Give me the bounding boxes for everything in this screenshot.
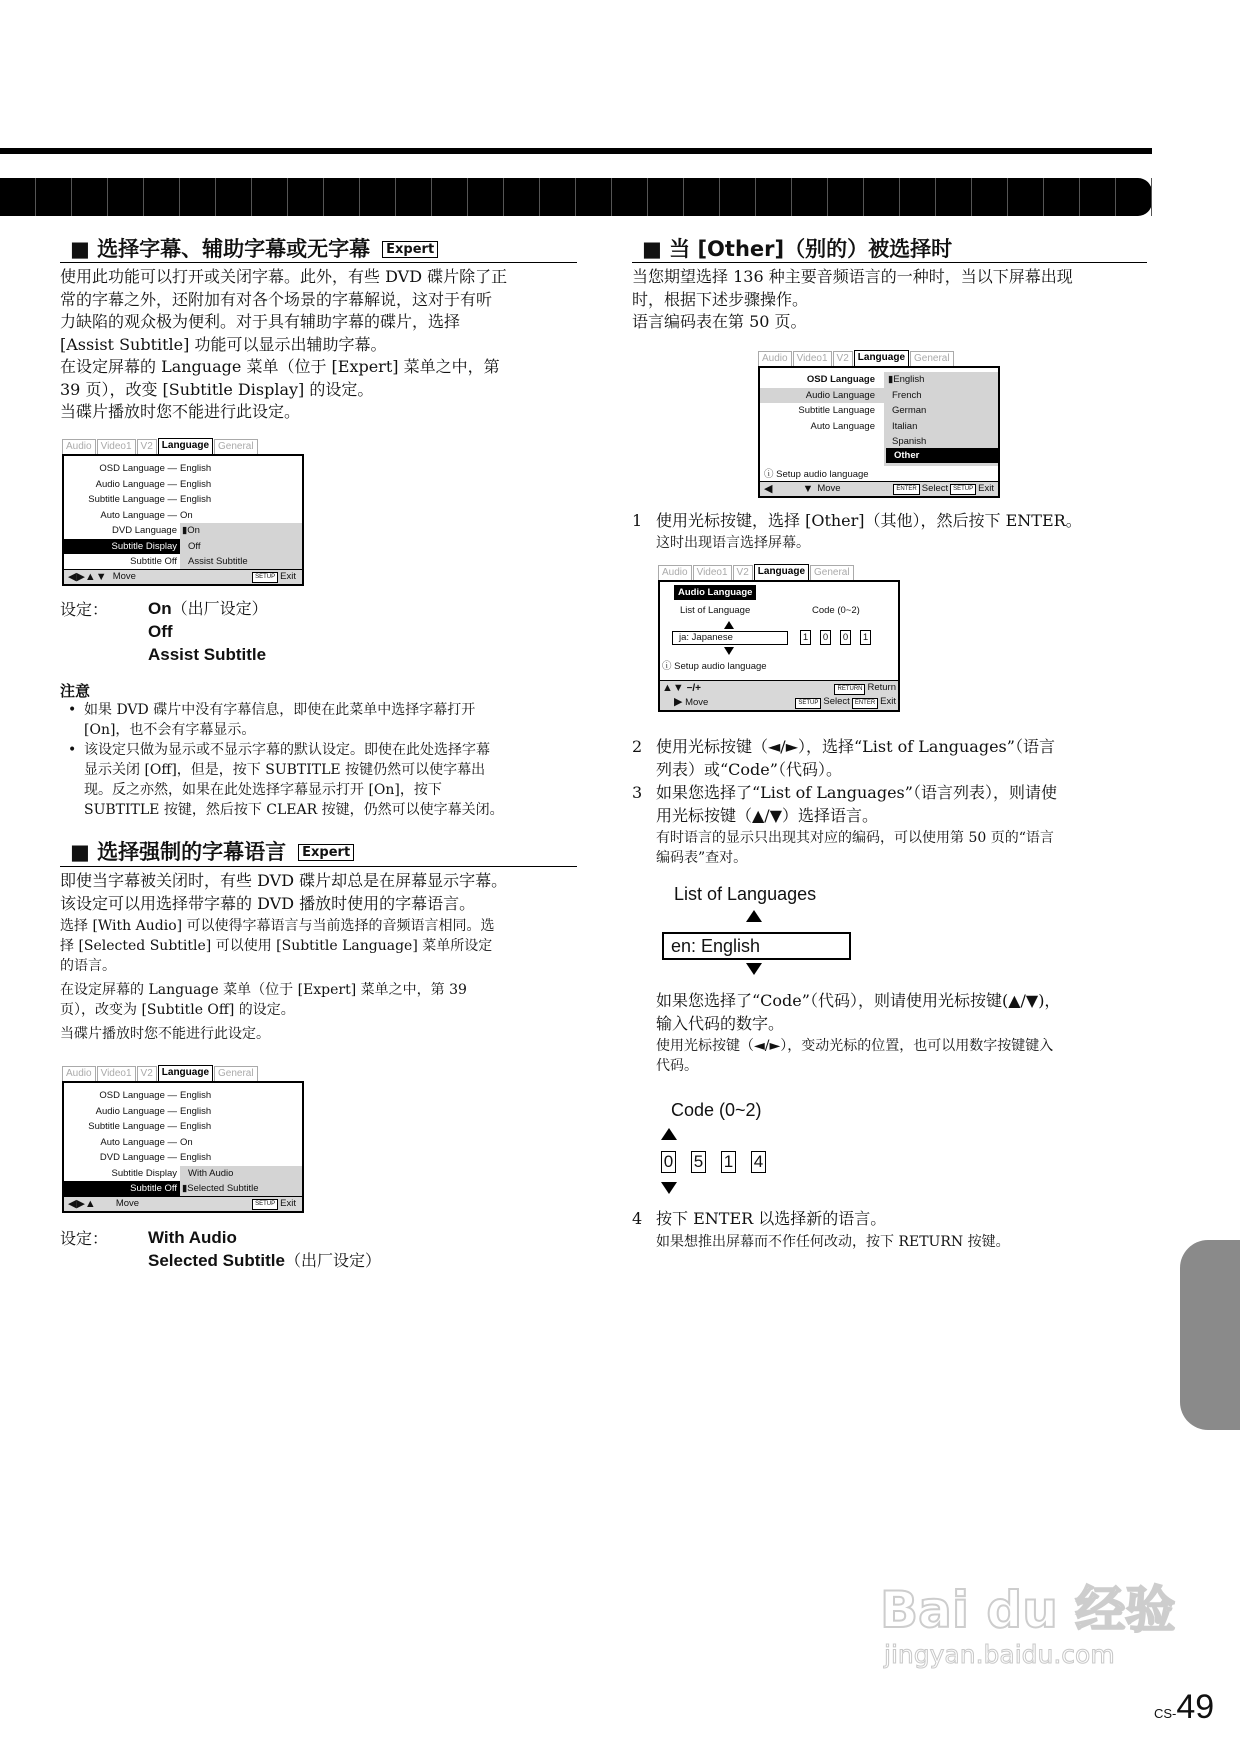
header-band: [0, 178, 1152, 216]
sec1-settings: On（出厂设定） Off Assist Subtitle: [148, 599, 268, 664]
list-of-languages-label: List of Languages: [674, 884, 817, 904]
sec2-body-small: 选择 [With Audio] 可以使得字幕语言与当前选择的音频语言相同。选 择 [Selected Subtitle] 可以使用 [Subtitle Language] 菜单所设定 的语言。 在设定屏幕的 Language 菜单（位于 [Expert] 菜单之中，第 39 页），改变为 [Subtitle Off] 的设定。 当碟片播放时您不能进行此设定。: [60, 918, 495, 1042]
step-2-text: 使用光标按键（◄/►），选择“List of Languages”（语言 列表）或“Code”（代码）。: [656, 737, 1055, 779]
code-para: 如果您选择了“Code”（代码），则请使用光标按键(▲/▼)， 输入代码的数字。: [656, 991, 1061, 1033]
code-para-sub: 使用光标按键（◄/►），变动光标的位置，也可以用数字按键键入 代码。: [656, 1038, 1054, 1074]
step-2-number: 2: [632, 737, 643, 756]
notes-list: • 如果 DVD 碟片中没有字幕信息，即使在此菜单中选择字幕打开 [On]，也不会有字幕显示。 • 该设定只做为显示或不显示字幕的默认设定。即使在此处选择字幕 显示关闭 [Off]，但是，按下 SUBTITLE 按键仍然可以使字幕出 现。反之亦然，如果在此处选择字幕显示打开 [On]，按下 SUBTITLE 按键，然后按下 CLEAR 按键，仍然可以使字幕关闭。: [62, 700, 504, 820]
step-1-text: 使用光标按键，选择 [Other]（其他），然后按下 ENTER。: [656, 511, 1082, 530]
up-arrow-icon: [661, 1128, 677, 1140]
sec2-body: 即使当字幕被关闭时，有些 DVD 碟片却总是在屏幕显示字幕。 该设定可以用选择带字幕的 DVD 播放时使用的字幕语言。: [60, 871, 508, 913]
side-tab: [1180, 1240, 1240, 1430]
section-other-title: ■ 当 [Other]（别的）被选择时: [642, 237, 953, 261]
language-display: en: English: [662, 932, 851, 960]
step-4-number: 4: [632, 1209, 643, 1228]
sec1-body: 使用此功能可以打开或关闭字幕。此外，有些 DVD 碟片除了正 常的字幕之外，还附加有对各个场景的字幕解说，这对于有听 力缺陷的观众极为便利。对于具有辅助字幕的碟片，选择 [Assist Subtitle] 功能可以显示出辅助字幕。 在设定屏幕的 Language 菜单（位于 [Expert] 菜单之中，第 39 页），改变 [Subtitle Display] 的设定。 当碟片播放时您不能进行此设定。: [60, 267, 508, 421]
section-forced-subtitle-title: ■ 选择强制的字幕语言 Expert: [70, 836, 354, 866]
sec1-setting-label: 设定：: [60, 600, 109, 619]
step-1-number: 1: [632, 511, 643, 530]
other-option-highlight: Other: [886, 448, 998, 463]
watermark-logo: Bai du 经验: [880, 1581, 1176, 1639]
osd-audio-language-list: Audio Video1 V2 Language General OSD Language Audio Language Subtitle Language Auto Language ▮ English French German Italian Spanish Other ⓘ Setup audio language ◀ ▼ Move ENTER Select SETUP Exit: [758, 350, 1000, 498]
step-3-sub: 有时语言的显示只出现其对应的编码，可以使用第 50 页的“语言 编码表”查对。: [656, 830, 1054, 866]
section-subtitle-title: ■ 选择字幕、辅助字幕或无字幕 Expert: [70, 233, 438, 263]
down-arrow-icon: [661, 1182, 677, 1194]
osd-subtitle-display: Audio Video1 V2 Language General OSD Language — English Audio Language — English Subtitle Language — English Auto Language — On DVD Language ▮On Subtitle Display Off Subtitle Off Assist Subtitle ◀▶▲▼ Move SETUP Exit: [62, 438, 304, 586]
language-field[interactable]: ja: Japanese: [672, 631, 788, 645]
osd-subtitle-off: Audio Video1 V2 Language General OSD Language — English Audio Language — English Subtitle Language — English Auto Language — On DVD Language — English Subtitle Display With Audio Subtitle Off ▮Selected Subtitle ◀▶▲ Move SETUP Exit: [62, 1065, 304, 1213]
sec2-settings: With Audio Selected Subtitle（出厂设定）: [148, 1228, 381, 1270]
step-4-sub: 如果想推出屏幕而不作任何改动，按下 RETURN 按键。: [656, 1234, 1010, 1250]
divider: [60, 262, 577, 263]
code-label: Code (0~2): [671, 1100, 762, 1120]
step-4-text: 按下 ENTER 以选择新的语言。: [656, 1209, 887, 1228]
sec2-setting-label: 设定：: [60, 1229, 109, 1248]
other-intro: 当您期望选择 136 种主要音频语言的一种时，当以下屏幕出现 时，根据下述步骤操作。 语言编码表在第 50 页。: [632, 267, 1073, 331]
watermark-url: jingyan.baidu.com: [884, 1640, 1115, 1669]
expert-badge: Expert: [382, 241, 438, 258]
step-3-number: 3: [632, 783, 643, 802]
up-arrow-icon: [746, 910, 762, 922]
divider: [632, 262, 1147, 263]
osd-language-select: Audio Video1 V2 Language General Audio Language List of Language Code (0~2) ja: Japanese 1 0 0 1 ⓘ Setup audio language ▲▼ −/+ ▶ Move RETURN Return SETUP Select ENTER Exit: [658, 564, 900, 712]
note-title: 注意: [60, 682, 91, 700]
code-digits: 0 5 1 4: [661, 1151, 781, 1173]
top-rule: [0, 148, 1152, 154]
page-number: CS-49: [1154, 1688, 1215, 1726]
step-3-text: 如果您选择了“List of Languages”（语言列表），则请使 用光标按键（▲/▼）选择语言。: [656, 783, 1057, 825]
down-arrow-icon: [746, 963, 762, 975]
expert-badge: Expert: [298, 844, 354, 861]
step-1-sub: 这时出现语言选择屏幕。: [656, 535, 810, 551]
divider: [60, 866, 577, 867]
